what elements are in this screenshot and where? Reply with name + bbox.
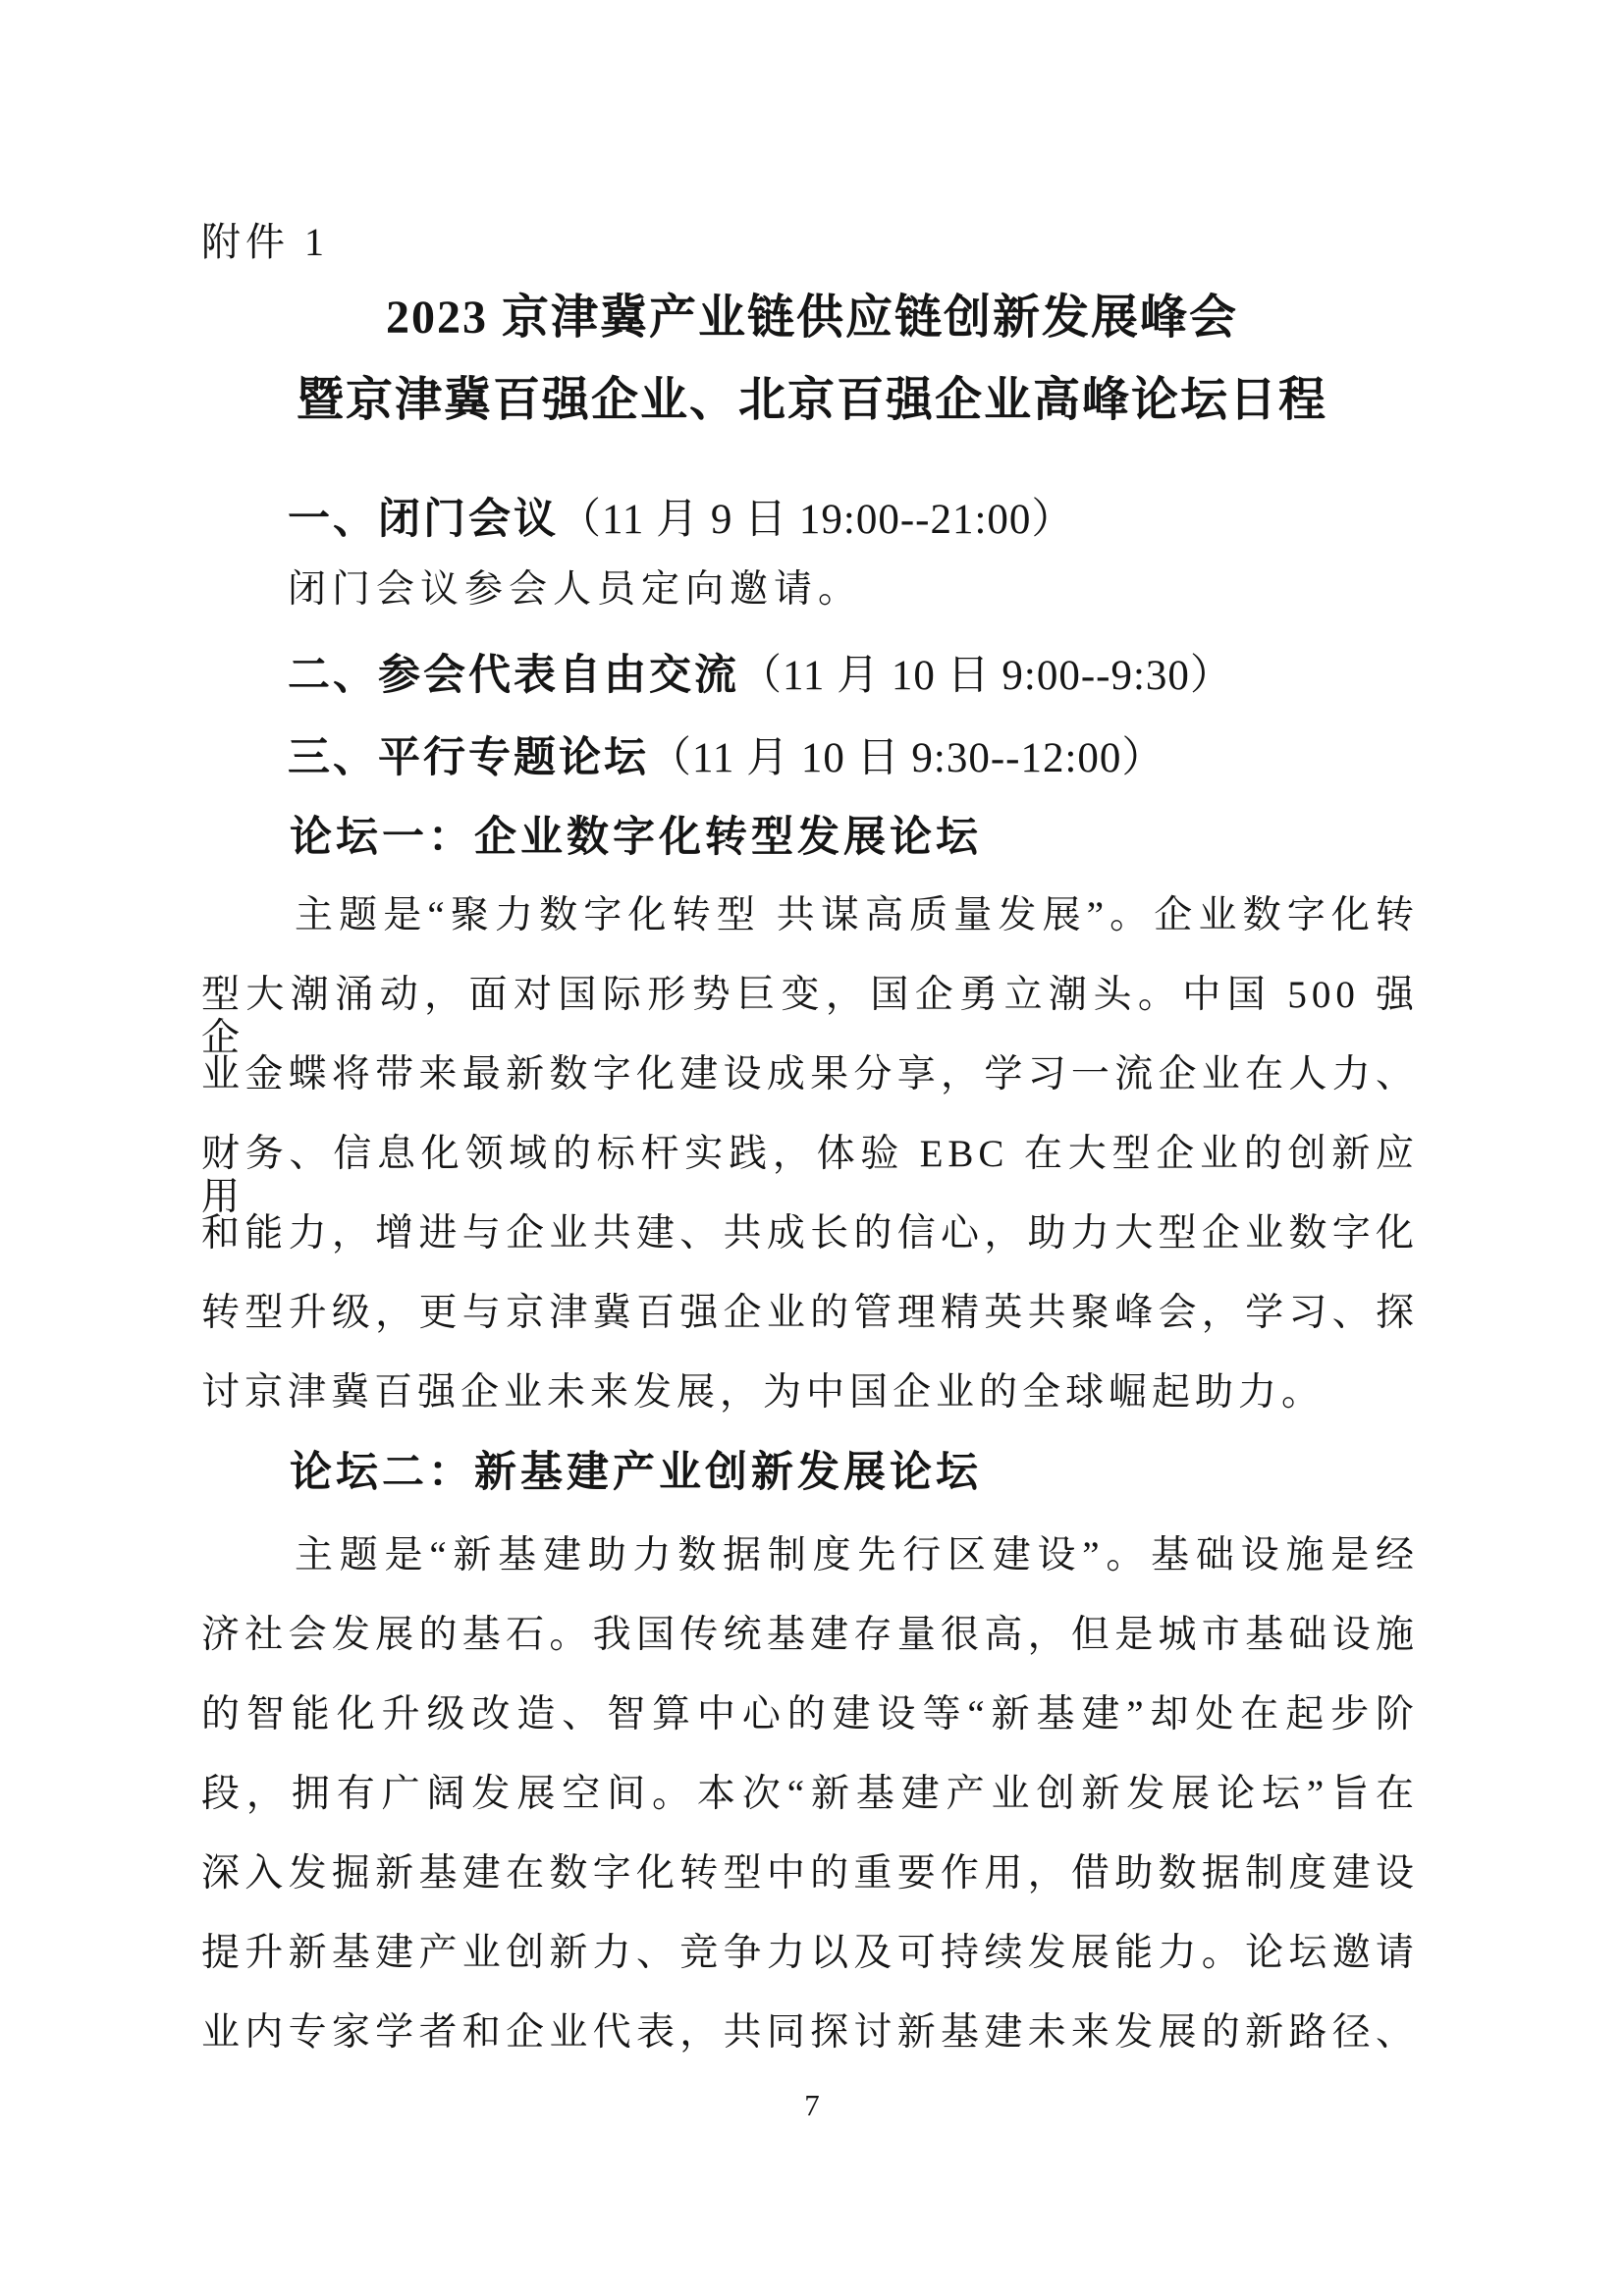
paragraph-line: 型大潮涌动，面对国际形势巨变，国企勇立潮头。中国 500 强企: [201, 974, 1419, 1059]
paragraph-line: 讨京津冀百强企业未来发展，为中国企业的全球崛起助力。: [201, 1371, 1326, 1414]
paragraph-line: 的智能化升级改造、智算中心的建设等“新基建”却处在起步阶: [201, 1693, 1419, 1735]
agenda-item-3: [288, 734, 1164, 783]
agenda-item-1-note: 闭门会议参会人员定向邀请。: [288, 568, 863, 611]
document-title-line1: 2023 京津冀产业链供应链创新发展峰会: [385, 292, 1238, 344]
paragraph-line: 主题是“聚力数字化转型 共谋高质量发展”。企业数字化转: [295, 894, 1419, 936]
paragraph-line: 段，拥有广阔发展空间。本次“新基建产业创新发展论坛”旨在: [201, 1773, 1419, 1815]
agenda-item-2-time: （11 月 10 日 9:00--9:30）: [739, 653, 1233, 699]
paragraph-line: 业金蝶将带来最新数字化建设成果分享，学习一流企业在人力、: [201, 1053, 1419, 1095]
paragraph-line: 深入发掘新基建在数字化转型中的重要作用，借助数据制度建设: [201, 1852, 1419, 1895]
agenda-item-1: [288, 496, 1074, 545]
agenda-item-1-label: 一、闭门会议: [288, 497, 559, 543]
paragraph-line: 业内专家学者和企业代表，共同探讨新基建未来发展的新路径、: [201, 2011, 1419, 2054]
agenda-item-1-time: （11 月 9 日 19:00--21:00）: [559, 497, 1075, 543]
attachment-label: 附件 1: [201, 220, 329, 264]
forum2-heading: 论坛二：新基建产业创新发展论坛: [290, 1450, 982, 1496]
paragraph-line: 提升新基建产业创新力、竞争力以及可持续发展能力。论坛邀请: [201, 1932, 1419, 1974]
paragraph-line: 转型升级，更与京津冀百强企业的管理精英共聚峰会，学习、探: [201, 1292, 1419, 1334]
forum1-heading: 论坛一：企业数字化转型发展论坛: [290, 815, 982, 861]
agenda-item-2: [288, 652, 1233, 701]
paragraph-line: 主题是“新基建助力数据制度先行区建设”。基础设施是经: [295, 1534, 1419, 1576]
agenda-item-3-time: （11 月 10 日 9:30--12:00）: [649, 735, 1165, 781]
paragraph-line: 和能力，增进与企业共建、共成长的信心，助力大型企业数字化: [201, 1212, 1419, 1255]
agenda-item-3-label: 三、平行专题论坛: [288, 735, 649, 781]
agenda-item-2-label: 二、参会代表自由交流: [288, 653, 739, 699]
document-title-line2: 暨京津冀百强企业、北京百强企业高峰论坛日程: [296, 374, 1327, 426]
page-number: 7: [804, 2088, 820, 2122]
paragraph-line: 济社会发展的基石。我国传统基建存量很高，但是城市基础设施: [201, 1614, 1419, 1656]
paragraph-line: 财务、信息化领域的标杆实践，体验 EBC 在大型企业的创新应用: [201, 1133, 1419, 1218]
